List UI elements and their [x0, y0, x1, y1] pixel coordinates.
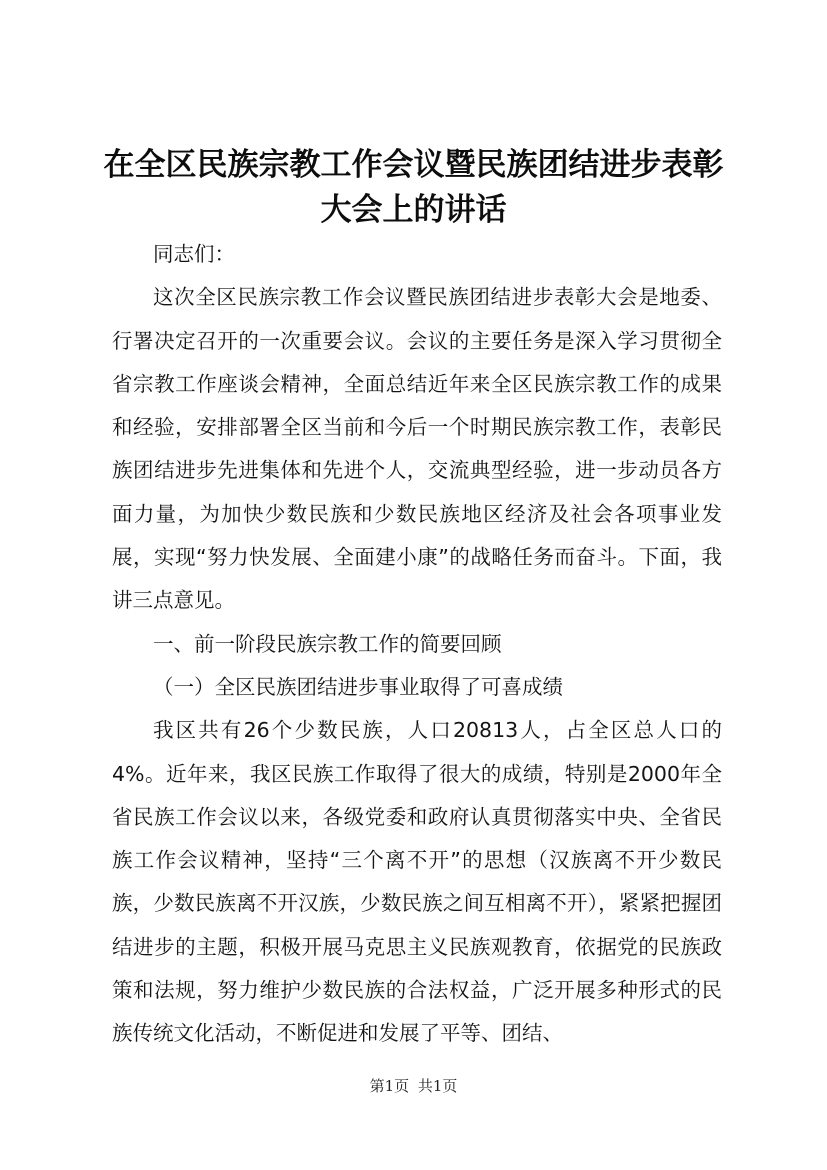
- section-heading-1: 一、前一阶段民族宗教工作的简要回顾: [153, 631, 502, 656]
- paragraph-intro: 这次全区民族宗教工作会议暨民族团结进步表彰大会是地委、行署决定召开的一次重要会议。会议的主要任务是深入学习贯彻全省宗教工作座谈会精神，全面总结近年来全区民族宗教工作的成果和经验，安排部署全区当前和今后一个时期民族宗教工作，表彰民族团结进步先进集体和先进个人，交流典型经验，进一步动员各方面力量，为加快少数民族和少数民族地区经济及社会各项事业发展，实现“努力快发展、全面建小康”的战略任务而奋斗。下面，我讲三点意见。: [112, 285, 722, 613]
- greeting: 同志们：: [153, 242, 235, 266]
- document-title: [100, 143, 727, 233]
- document-body: [112, 233, 722, 1056]
- title-line-2: 大会上的讲话: [320, 192, 507, 228]
- page-footer: [0, 1075, 827, 1096]
- page-number: 第1页: [369, 1077, 410, 1095]
- subsection-heading-1: （一）全区民族团结进步事业取得了可喜成绩: [153, 674, 563, 699]
- page-total: 共1页: [417, 1077, 458, 1095]
- title-line-1: 在全区民族宗教工作会议暨民族团结进步表彰: [103, 147, 724, 183]
- paragraph-ethnic-stats: 我区共有26个少数民族，人口20813人，占全区总人口的4%。近年来，我区民族工作取得了很大的成绩，特别是2000年全省民族工作会议以来，各级党委和政府认真贯彻落实中央、全省民族工作会议精神，坚持“三个离不开”的思想（汉族离不开少数民族，少数民族离不开汉族，少数民族之间互相离不开），紧紧把握团结进步的主题，积极开展马克思主义民族观教育，依据党的民族政策和法规，努力维护少数民族的合法权益，广泛开展多种形式的民族传统文化活动，不断促进和发展了平等、团结、: [112, 718, 722, 1046]
